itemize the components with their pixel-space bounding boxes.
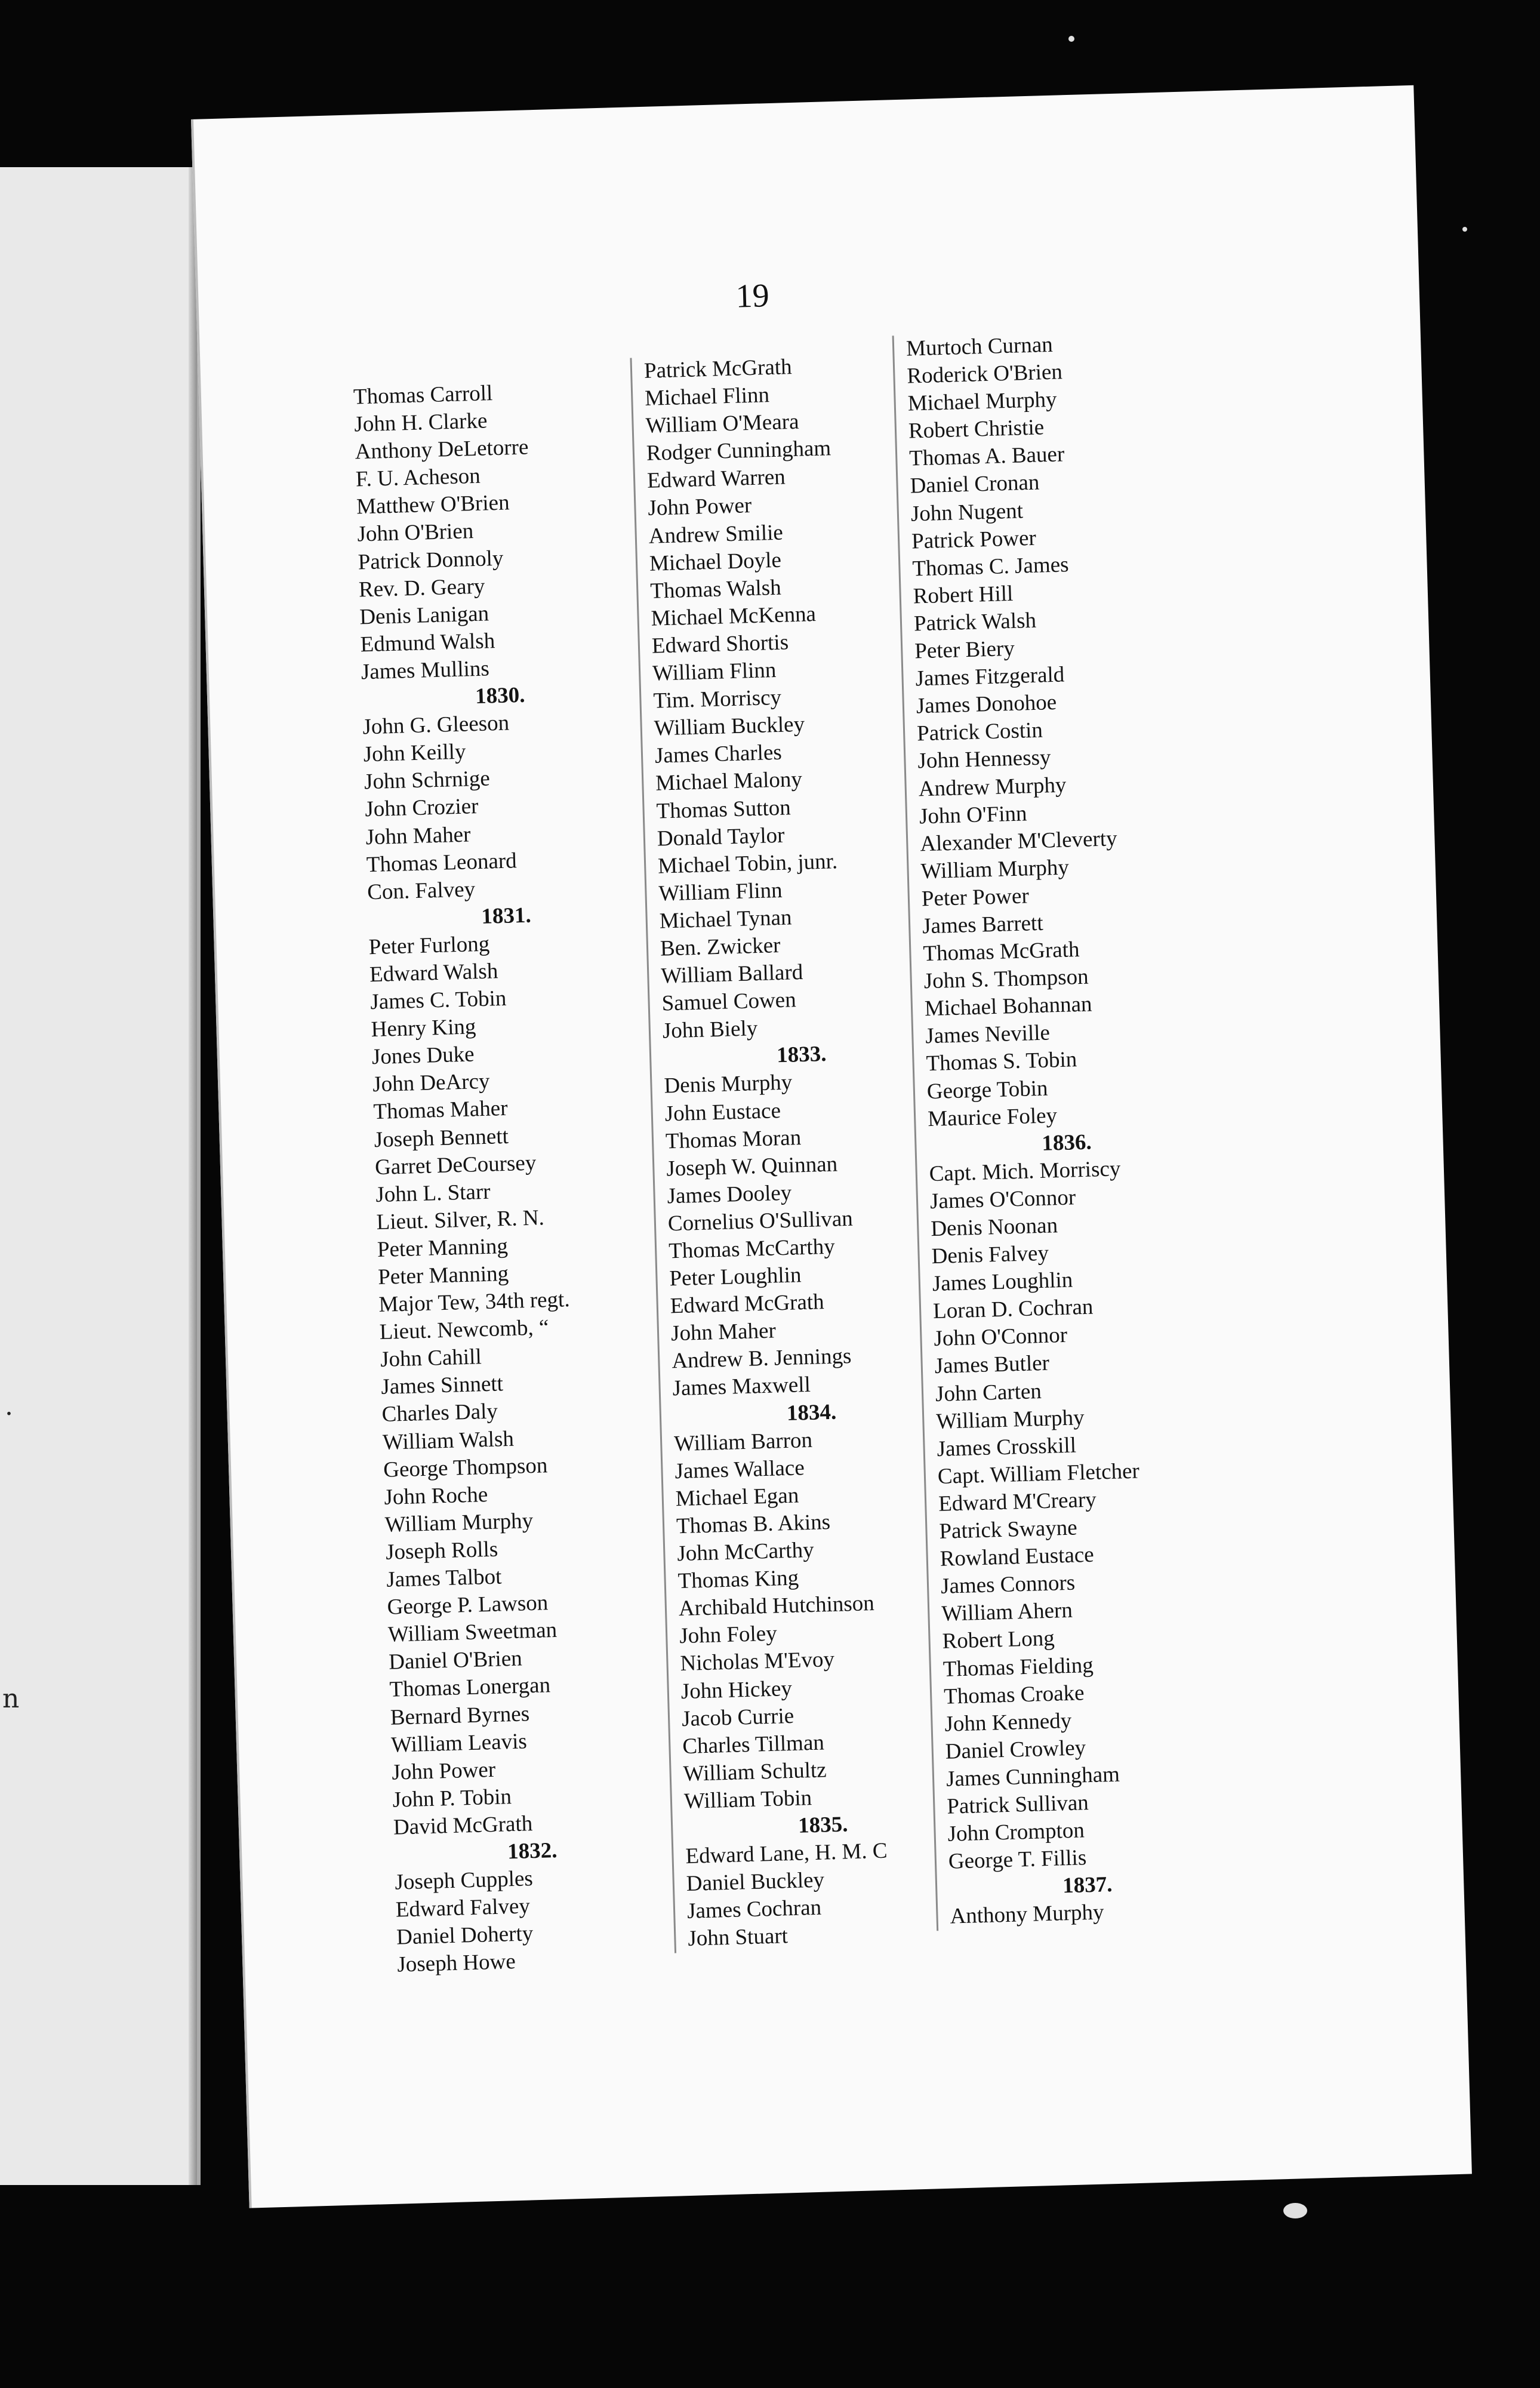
name-entry: James Dooley [667,1180,792,1209]
name-entry: Daniel Doherty [396,1921,534,1950]
name-entry: James O'Connor [929,1185,1076,1214]
name-entry: John G. Gleeson [362,710,510,740]
name-entry: Denis Lanigan [359,601,489,630]
name-entry: John O'Finn [919,801,1027,829]
year-heading: 1832. [507,1838,558,1864]
name-entry: William Flinn [658,878,783,906]
name-entry: Robert Christie [908,415,1045,444]
name-entry: Thomas Moran [665,1125,802,1154]
name-entry: Thomas Leonard [366,848,518,877]
name-entry: William Murphy [935,1405,1085,1434]
name-entry: Thomas McGrath [922,937,1080,967]
year-heading: 1834. [786,1399,837,1426]
name-entry: John Keilly [363,739,466,767]
name-entry: Daniel Cronan [910,470,1040,499]
name-entry: Peter Manning [377,1233,509,1262]
name-entry: Peter Power [921,884,1030,912]
name-column-3 [892,330,1152,1931]
name-entry: Robert Long [942,1626,1055,1654]
name-entry: Maurice Foley [927,1103,1058,1131]
name-entry: Daniel O'Brien [388,1646,523,1675]
name-entry: James Talbot [386,1564,502,1592]
name-entry: James Donohoe [916,690,1057,719]
name-entry: George P. Lawson [387,1590,549,1620]
left-page-edge [0,167,201,2185]
name-entry: Patrick McGrath [643,355,793,383]
scan-speck [1283,2203,1307,2218]
page-number: 19 [735,277,770,315]
name-entry: William Sweetman [387,1618,558,1647]
name-entry: John Maher [365,821,471,850]
name-entry: George T. Fillis [948,1845,1087,1874]
name-entry: Peter Manning [377,1261,509,1290]
left-page-mark: . [5,1391,13,1421]
name-entry: Michael Flinn [644,383,770,411]
name-entry: Rev. D. Geary [358,574,485,602]
name-entry: Edward McGrath [670,1290,825,1319]
name-entry: Michael Tynan [659,905,793,934]
name-entry: Denis Falvey [931,1241,1049,1269]
name-entry: Rowland Eustace [940,1542,1095,1572]
name-entry: Patrick Power [911,525,1037,554]
name-entry: Murtoch Curnan [905,332,1054,361]
name-entry: John Kennedy [944,1708,1072,1737]
name-entry: James Neville [925,1020,1051,1049]
name-entry: Michael Malony [655,767,803,796]
year-heading: 1835. [797,1812,848,1838]
name-entry: Thomas C. James [911,552,1070,581]
name-entry: Edward Shortis [651,630,789,658]
name-entry: Edmund Walsh [360,628,495,657]
name-entry: Edward Walsh [369,959,498,987]
name-entry: John Power [647,493,752,521]
name-entry: Thomas A. Bauer [908,442,1065,471]
name-entry: Edward M'Creary [938,1487,1097,1516]
name-entry: John S. Thompson [923,964,1089,994]
name-entry: John O'Brien [356,519,474,547]
name-entry: John Hennessy [917,745,1052,774]
name-entry: Edward Warren [646,464,786,494]
name-entry: Nicholas M'Evoy [679,1647,835,1676]
name-entry: James Cunningham [945,1762,1120,1792]
name-entry: Peter Biery [914,636,1015,664]
name-entry: Joseph Cupples [395,1866,534,1895]
name-entry: Garret DeCoursey [374,1150,537,1180]
name-entry: Michael Murphy [907,387,1057,416]
name-entry: Capt. William Fletcher [937,1458,1140,1489]
name-entry: Edward Falvey [395,1894,531,1922]
name-entry: Thomas Croake [943,1680,1085,1709]
name-entry: George Thompson [383,1453,548,1482]
name-entry: Peter Loughlin [669,1263,802,1291]
name-entry: Bernard Byrnes [390,1701,530,1730]
name-entry: Thomas Carroll [353,381,493,410]
name-entry: John Power [391,1757,496,1785]
name-entry: Anthony Murphy [949,1900,1105,1930]
name-entry: William O'Meara [645,409,800,439]
name-entry: John McCarthy [676,1537,815,1567]
name-entry: William Barron [673,1427,813,1456]
name-entry: James Charles [654,740,783,769]
name-entry: Michael Doyle [649,547,782,576]
year-heading: 1830. [475,682,525,709]
name-entry: Thomas Maher [372,1096,509,1125]
name-entry: Rodger Cunningham [646,436,831,466]
name-entry: William Ahern [941,1598,1073,1627]
scan-speck [1462,227,1467,232]
name-entry: Loran D. Cochran [932,1294,1094,1324]
name-entry: John Eustace [664,1098,781,1127]
name-entry: John Schrnige [364,766,491,795]
name-entry: Daniel Crowley [945,1735,1086,1764]
name-entry: Edward Lane, H. M. C [685,1838,888,1869]
name-column-2 [630,352,890,1953]
name-entry: Patrick Donnoly [358,546,504,575]
name-entry: Thomas Sutton [656,795,791,824]
name-entry: John Crozier [364,794,479,822]
year-heading: 1837. [1062,1872,1113,1898]
name-entry: Charles Tillman [682,1730,825,1759]
name-entry: Robert Hill [913,581,1014,609]
name-column-1 [341,378,589,1980]
name-entry: Thomas Lonergan [389,1673,551,1703]
name-entry: James Cochran [686,1895,822,1924]
name-entry: William Flinn [652,658,777,686]
name-entry: James Fitzgerald [915,662,1065,691]
name-entry: William Ballard [660,960,803,989]
document-page [191,85,1472,2208]
name-entry: James C. Tobin [369,986,507,1015]
name-entry: Thomas King [677,1565,799,1594]
name-entry: John Foley [679,1621,778,1649]
year-heading: 1833. [776,1042,827,1068]
name-entry: James Maxwell [672,1373,811,1401]
name-entry: Daniel Buckley [686,1867,825,1897]
name-entry: William Murphy [920,855,1070,884]
book-gutter [189,167,197,2185]
name-entry: Jacob Currie [681,1703,794,1731]
name-entry: John Nugent [910,498,1024,527]
name-entry: James Mullins [361,656,490,685]
name-entry: John L. Starr [375,1179,491,1207]
name-entry: Michael Bohannan [924,992,1093,1021]
name-entry: John H. Clarke [353,408,488,437]
name-entry: John Maher [670,1318,777,1346]
name-entry: Samuel Cowen [661,987,797,1016]
name-entry: Michael Tobin, junr. [657,848,838,879]
name-entry: William Murphy [384,1508,534,1537]
name-entry: Charles Daly [381,1399,498,1427]
name-entry: Henry King [371,1014,476,1042]
year-heading: 1836. [1041,1130,1092,1156]
name-entry: Joseph Rolls [385,1537,498,1565]
name-entry: Con. Falvey [366,876,476,904]
name-entry: Patrick Sullivan [946,1790,1089,1819]
name-entry: Major Tew, 34th regt. [378,1287,571,1318]
name-entry: Denis Murphy [663,1070,793,1098]
name-entry: James Barrett [922,910,1044,939]
name-entry: Joseph Howe [396,1949,516,1977]
name-entry: John Hickey [680,1676,793,1704]
name-entry: Thomas S. Tobin [926,1047,1077,1076]
name-entry: James Wallace [674,1455,805,1484]
scan-speck [1068,36,1074,42]
name-entry: John Carten [935,1378,1042,1407]
year-heading: 1831. [481,903,532,929]
name-entry: Patrick Walsh [913,608,1037,636]
name-entry: John O'Connor [933,1323,1068,1352]
name-entry: Andrew Murphy [918,772,1067,801]
name-entry: Capt. Mich. Morriscy [929,1156,1121,1186]
name-entry: Patrick Costin [916,718,1043,746]
name-entry: Patrick Swayne [938,1515,1078,1544]
name-entry: Thomas Fielding [943,1652,1094,1682]
name-entry: James Sinnett [380,1371,504,1400]
name-entry: Tim. Morriscy [652,685,782,713]
name-entry: Michael Egan [675,1483,799,1512]
name-entry: John Biely [662,1016,758,1044]
name-entry: James Loughlin [932,1267,1073,1297]
name-entry: George Tobin [926,1076,1049,1104]
name-entry: Andrew B. Jennings [671,1344,852,1374]
name-entry: Denis Noonan [930,1213,1058,1242]
name-entry: Thomas B. Akins [676,1509,831,1539]
name-entry: James Connors [940,1570,1076,1599]
name-entry: John Crompton [947,1818,1085,1847]
name-entry: F. U. Acheson [355,463,481,492]
name-entry: John DeArcy [372,1069,491,1097]
name-entry: Archibald Hutchinson [678,1591,875,1621]
name-entry: William Walsh [382,1426,515,1455]
name-entry: Donald Taylor [657,823,785,851]
name-entry: Roderick O'Brien [906,359,1063,389]
name-entry: Thomas McCarthy [668,1234,836,1264]
name-entry: William Buckley [654,712,805,741]
name-entry: Anthony DeLetorre [355,435,529,464]
name-entry: William Tobin [683,1785,812,1814]
name-entry: William Leavis [390,1728,528,1758]
name-entry: William Schultz [683,1758,827,1786]
name-entry: Alexander M'Cleverty [919,826,1118,857]
name-entry: Ben. Zwicker [660,933,781,961]
name-entry: Joseph Bennett [374,1124,509,1152]
name-entry: John Roche [384,1482,488,1510]
name-entry: James Crosskill [937,1433,1077,1461]
name-entry: James Butler [934,1351,1050,1379]
name-entry: John Stuart [687,1924,789,1952]
name-entry: Matthew O'Brien [356,490,510,519]
name-entry: Michael McKenna [651,601,817,631]
name-entry: Joseph W. Quinnan [666,1152,838,1181]
name-entry: Cornelius O'Sullivan [667,1206,854,1236]
name-entry: Andrew Smilie [648,520,784,549]
name-entry: Thomas Walsh [649,575,782,604]
name-entry: Lieut. Newcomb, “ [379,1315,549,1345]
name-entry: Jones Duke [371,1042,475,1070]
left-page-mark: n [2,1684,20,1714]
name-entry: John Cahill [380,1344,482,1373]
name-entry: David McGrath [393,1811,533,1840]
name-entry: Lieut. Silver, R. N. [376,1205,545,1235]
name-entry: Peter Furlong [368,931,490,960]
name-entry: John P. Tobin [392,1784,512,1812]
